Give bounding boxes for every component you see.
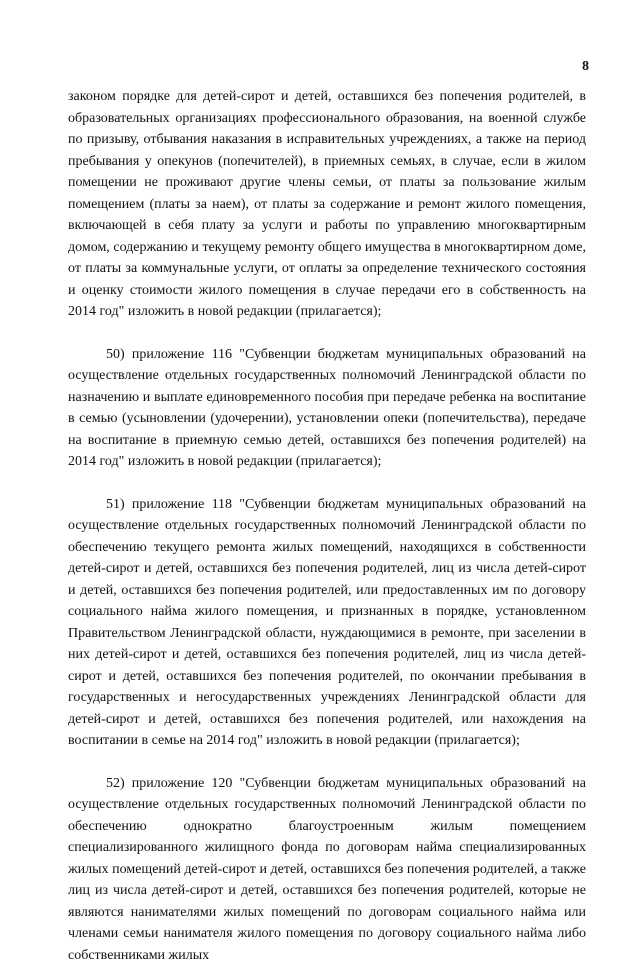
paragraph-item-52: 52) приложение 120 "Субвенции бюджетам муниципальных образований на осуществление отдельных государственных полномочий Ленинградской области по обеспечению однократно благоустроенным жилым помещением специализированного жилищного фонда по договорам найма специализированных жилых помещений детей-сирот и детей, оставшихся без попечения родителей, а также лиц из числа детей-сирот и детей, оставшихся без попечения родителей, которые не являются нанимателями жилых помещений по договорам социального найма или членами семьи нанимателя жилого помещения по договору социального найма либо собственниками жилых — [68, 773, 586, 966]
paragraph-item-50: 50) приложение 116 "Субвенции бюджетам муниципальных образований на осуществление отдельных государственных полномочий Ленинградской области по назначению и выплате единовременного пособия при передаче ребенка на воспитание в семью (усыновлении (удочерении), установлении опеки (попечительства), передаче на воспитание в приемную семью детей, оставшихся без попечения родителей) на 2014 год" изложить в новой редакции (прилагается); — [68, 344, 586, 473]
document-body — [68, 86, 586, 966]
paragraph-item-51: 51) приложение 118 "Субвенции бюджетам муниципальных образований на осуществление отдельных государственных полномочий Ленинградской области по обеспечению текущего ремонта жилых помещений, находящихся в собственности детей-сирот и детей, оставшихся без попечения родителей, лиц из числа детей-сирот и детей, оставшихся без попечения родителей, или предоставленных им по договору социального найма жилого помещения, и признанных в порядке, установленном Правительством Ленинградской области, нуждающимися в ремонте, при заселении в них детей-сирот и детей, оставшихся без попечения родителей, лиц из числа детей-сирот и детей, оставшихся без попечения родителей, по окончании пребывания в государственных и негосударственных учреждениях Ленинградской области для детей-сирот и детей, оставшихся без попечения родителей, или нахождения на воспитании в семье на 2014 год" изложить в новой редакции (прилагается); — [68, 494, 586, 752]
paragraph-continuation: законом порядке для детей-сирот и детей, оставшихся без попечения родителей, в образовательных организациях профессионального образования, на военной службе по призыву, отбывания наказания в исправительных учреждениях, а также на период пребывания у опекунов (попечителей), в приемных семьях, в случае, если в жилом помещении не проживают другие члены семьи, от платы за пользование жилым помещением (платы за наем), от платы за содержание и ремонт жилого помещения, включающей в себя плату за услуги и работы по управлению многоквартирным домом, содержанию и текущему ремонту общего имущества в многоквартирном доме, от платы за коммунальные услуги, от оплаты за определение технического состояния и оценку стоимости жилого помещения в случае передачи его в собственность на 2014 год" изложить в новой редакции (прилагается); — [68, 86, 586, 323]
page-number: 8 — [582, 58, 589, 76]
